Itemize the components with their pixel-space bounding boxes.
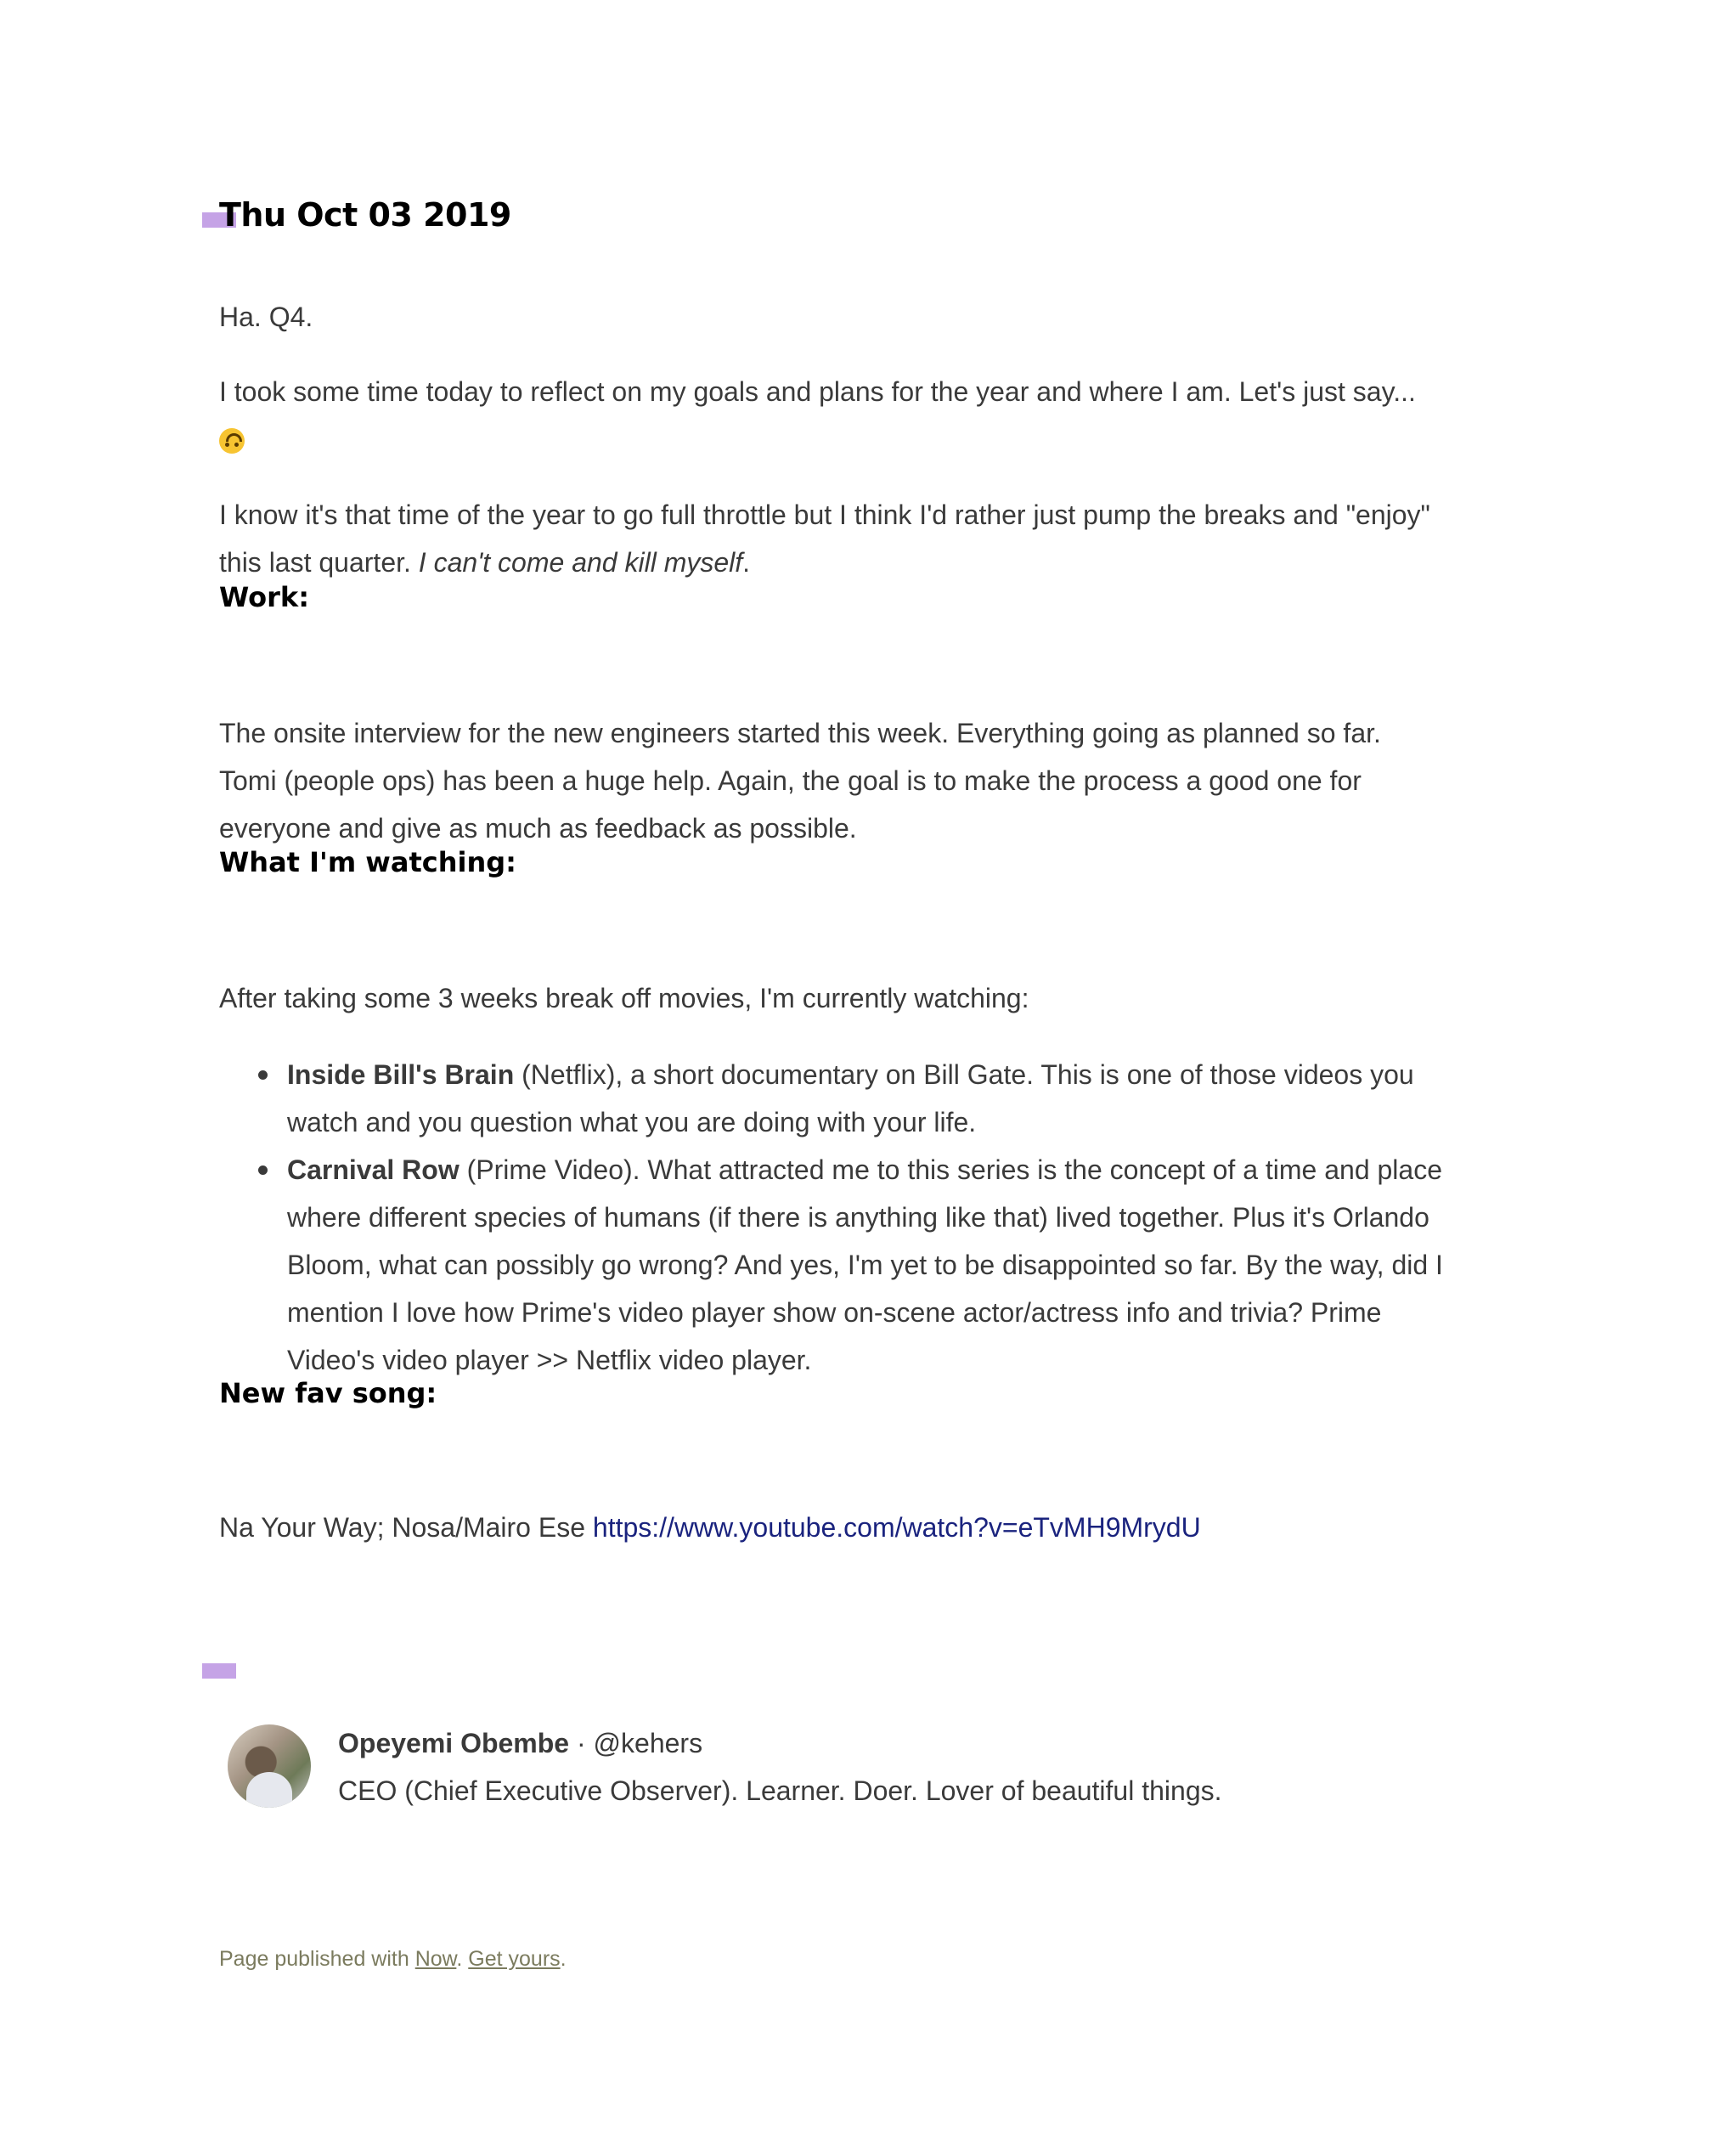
watching-heading: What I'm watching: — [219, 846, 516, 878]
author-line — [338, 1719, 1442, 1767]
entry-header — [219, 194, 511, 236]
quarter-end: . — [742, 547, 751, 578]
paragraph-song — [219, 1504, 1201, 1551]
list-item-title: Carnival Row — [287, 1154, 460, 1185]
footer-middle: . — [456, 1947, 469, 1971]
watching-list — [219, 1051, 1451, 1384]
list-item-text: (Netflix), a short documentary on Bill Gate. This is one of those videos you watch and you question what you are doing with your life. — [287, 1059, 1414, 1137]
list-item-title: Inside Bill's Brain — [287, 1059, 515, 1090]
now-link[interactable]: Now — [414, 1947, 457, 1971]
author-name: Opeyemi Obembe — [338, 1728, 570, 1758]
paragraph-reflection — [219, 368, 1442, 463]
list-item — [287, 1051, 1451, 1146]
footer-prefix: Page published with — [219, 1947, 415, 1971]
paragraph-watching-intro: After taking some 3 weeks break off movies, I'm currently watching: — [219, 983, 1029, 1013]
song-heading: New fav song: — [219, 1377, 437, 1409]
song-link[interactable]: https://www.youtube.com/watch?v=eTvMH9MrydU — [592, 1512, 1201, 1543]
author-info — [338, 1719, 1442, 1815]
footer — [219, 1947, 567, 1972]
quarter-italic: I can't come and kill myself — [418, 547, 743, 578]
footer-suffix: . — [560, 1947, 567, 1971]
list-item-text: (Prime Video). What attracted me to this series is the concept of a time and place where different species of humans (if there is anything like that) lived together. Plus it's Orlando Bloom, what can possibly go wrong? And yes, I'm yet to be disappointed so far. By the way, did I mention I love how Prime's video player show on-scene actor/actress info and trivia? Prime Video's video player >> Netflix video player. — [287, 1154, 1443, 1375]
upside-down-face-icon — [219, 428, 245, 454]
list-item — [287, 1146, 1451, 1384]
paragraph-intro: Ha. Q4. — [219, 302, 313, 332]
reflection-text: I took some time today to reflect on my goals and plans for the year and where I am. Let's just say... — [219, 376, 1416, 407]
song-text: Na Your Way; Nosa/Mairo Ese — [219, 1512, 593, 1543]
avatar — [228, 1724, 311, 1808]
work-heading: Work: — [219, 581, 309, 613]
author-bio: CEO (Chief Executive Observer). Learner. Doer. Lover of beautiful things. — [338, 1775, 1222, 1806]
paragraph-work: The onsite interview for the new engineers started this week. Everything going as planned so far. Tomi (people ops) has been a huge help. Again, the goal is to make the process a good one for everyone and give as much as feedback as possible. — [219, 718, 1381, 844]
author-separator: · — [569, 1728, 594, 1758]
get-yours-link[interactable]: Get yours — [468, 1947, 561, 1971]
accent-bar — [202, 1663, 236, 1679]
author-handle: @kehers — [593, 1728, 703, 1758]
entry-date: Thu Oct 03 2019 — [219, 196, 511, 234]
paragraph-quarter — [219, 491, 1442, 586]
quarter-text: I know it's that time of the year to go full throttle but I think I'd rather just pump the breaks and "enjoy" this last quarter. — [219, 499, 1430, 578]
